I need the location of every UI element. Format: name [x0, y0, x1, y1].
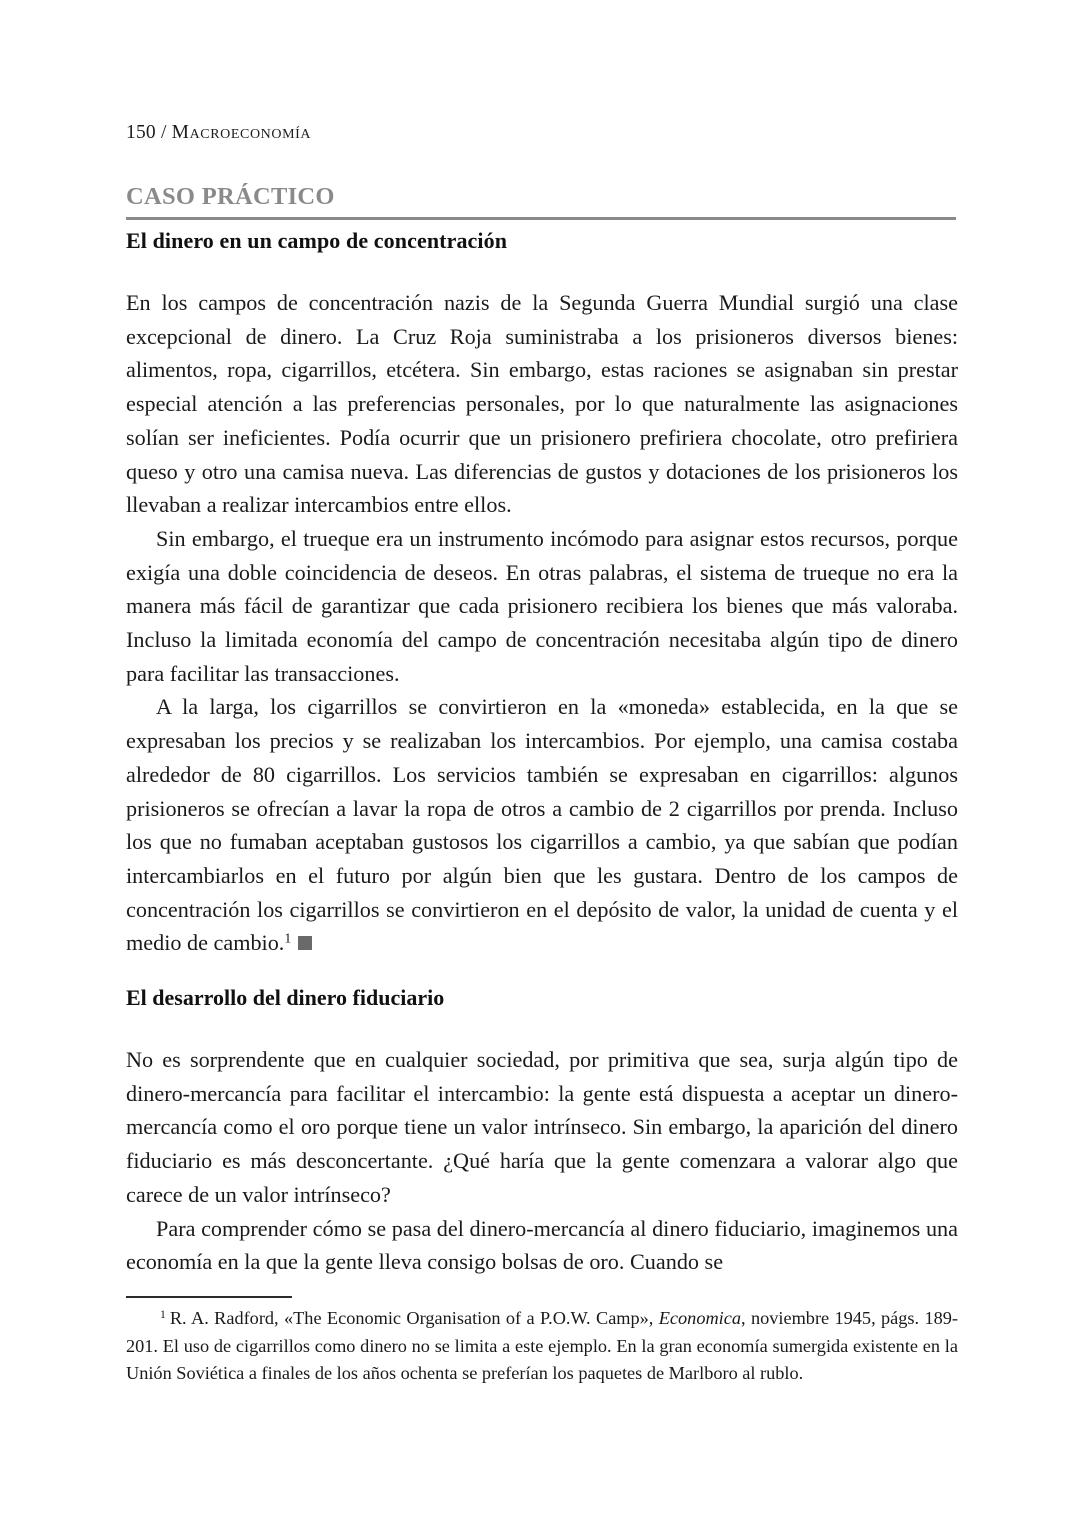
case-study-title: El dinero en un campo de concentración [126, 228, 508, 253]
footnote-block [126, 1305, 958, 1388]
running-head-separator: / [160, 122, 167, 143]
footnote-separator-rule [126, 1296, 292, 1298]
book-title: Macroeconomía [171, 122, 312, 143]
case-study-label: CASO PRÁCTICO [126, 183, 335, 210]
section-heading: El desarrollo del dinero fiduciario [126, 985, 445, 1010]
footnote-part-1: R. A. Radford, «The Economic Organisation of a P.O.W. Camp», [169, 1308, 659, 1328]
paragraph: Sin embargo, el trueque era un instrumento incómodo para asignar estos recursos, porque exigía una doble coincidencia de deseos. En otras palabras, el sistema de trueque no era la manera más fácil de garantizar que cada prisionero recibiera los bienes que más valoraba. Incluso la limitada economía del campo de concentración necesitaba algún tipo de dinero para facilitar las transacciones. [126, 525, 958, 686]
footnote-journal-title: Economica [658, 1308, 742, 1328]
footnote-number: 1 [160, 1307, 166, 1321]
case-study-body [126, 286, 958, 960]
end-of-case-marker [298, 936, 312, 950]
paragraph: En los campos de concentración nazis de la Segunda Guerra Mundial surgió una clase excepcional de dinero. La Cruz Roja suministraba a los prisioneros diversos bienes: alimentos, ropa, cigarrillos, etcétera. Sin embargo, estas raciones se asignaban sin prestar especial atención a las preferencias personales, por lo que naturalmente las asignaciones solían ser ineficientes. Podía ocurrir que un prisionero prefiriera chocolate, otro prefiriera queso y otro una camisa nueva. Las diferencias de gustos y dotaciones de los prisioneros los llevaban a realizar intercambios entre ellos. [126, 290, 958, 518]
paragraph: No es sorprendente que en cualquier sociedad, por primitiva que sea, surja algún tipo de dinero-mercancía para facilitar el intercambio: la gente está dispuesta a aceptar un dinero-mercancía como el oro porque tiene un valor intrínseco. Sin embargo, la aparición del dinero fiduciario es más desconcertante. ¿Qué haría que la gente comenzara a valorar algo que carece de un valor intrínseco? [126, 1047, 958, 1207]
section-body [126, 1043, 958, 1279]
paragraph-text: A la larga, los cigarrillos se convirtieron en la «moneda» establecida, en la que se expresaban los precios y se realizaban los intercambios. Por ejemplo, una camisa costaba alrededor de 80 cigarrillos. Los servicios también se expresaban en cigarrillos: algunos prisioneros se ofrecían a lavar la ropa de otros a cambio de 2 cigarrillos por prenda. Incluso los que no fumaban aceptaban gustosos los cigarrillos a cambio, ya que sabían que podían intercambiarlos en el futuro por algún bien que les gustara. Dentro de los campos de concentración los cigarrillos se convirtieron en el depósito de valor, la unidad de cuenta y el medio de cambio. [126, 694, 958, 956]
footnote-part-2: , noviembre 1945, págs. 189-201. El uso de cigarrillos como dinero no se limita a este ejemplo. En la gran economía sumergida existente en la Unión Soviética a finales de los años ochenta se preferían los paquetes de Marlboro al rublo. [126, 1308, 958, 1383]
paragraph: Para comprender cómo se pasa del dinero-mercancía al dinero fiduciario, imaginemos una economía en la que la gente lleva consigo bolsas de oro. Cuando se [126, 1215, 958, 1275]
paragraph [126, 690, 958, 960]
page-folio: 150 [126, 122, 156, 143]
footnote-reference[interactable]: 1 [284, 930, 292, 946]
running-head [126, 122, 311, 144]
case-study-rule [126, 217, 956, 220]
footnote-text [126, 1305, 958, 1388]
